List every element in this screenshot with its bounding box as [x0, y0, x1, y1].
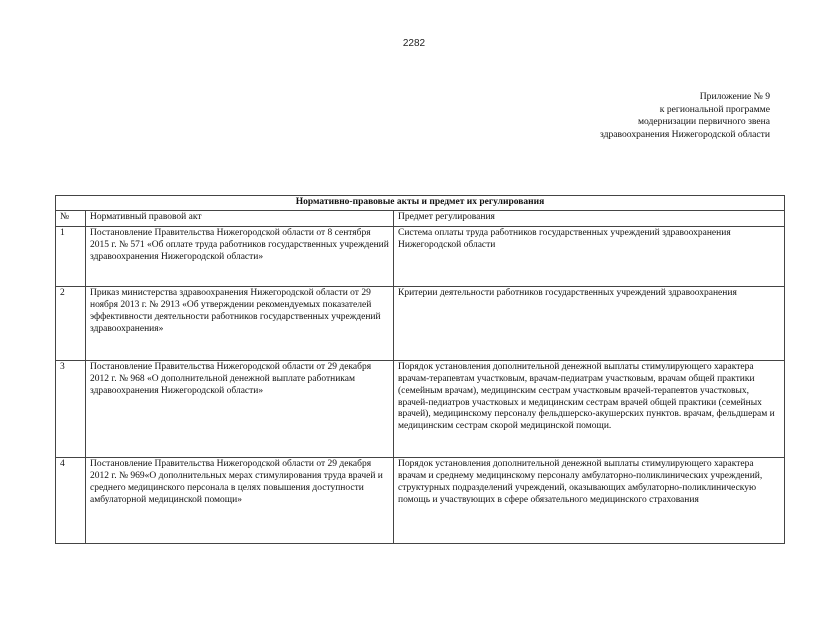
appendix-line: модернизации первичного звена	[637, 116, 770, 128]
row-act: Постановление Правительства Нижегородской области от 29 декабря 2012 г. № 968 «О дополнительной денежной выплате работникам здравоохранения Нижегородской области»	[86, 360, 394, 457]
row-number: 4	[56, 457, 86, 543]
row-subject: Критерии деятельности работников государственных учреждений здравоохранения	[394, 286, 785, 360]
table-row	[56, 286, 785, 360]
row-subject: Порядок установления дополнительной денежной выплаты стимулирующего характера врачам и среднему медицинскому персоналу амбулаторно-поликлинических учреждений, структурных подразделений учреждений, оказывающих амбулаторно-поликлиническую помощь и участвующих в сфере обязательного медицинского страхования	[394, 457, 785, 543]
table-row	[56, 457, 785, 543]
appendix-line: здравоохранения Нижегородской области	[599, 128, 770, 140]
table-title-row	[56, 196, 785, 211]
regulations-table	[55, 195, 785, 544]
row-act: Постановление Правительства Нижегородской области от 29 декабря 2012 г. № 969«О дополнительных мерах стимулирования труда врачей и среднего медицинского персонала в целях повышения доступности амбулаторной медицинской помощи»	[86, 457, 394, 543]
table-row	[56, 226, 785, 286]
page-number: 2282	[402, 38, 426, 49]
column-header-subject: Предмет регулирования	[394, 210, 785, 226]
appendix-line: к региональной программе	[659, 103, 770, 115]
column-header-act: Нормативный правовой акт	[86, 210, 394, 226]
row-act: Постановление Правительства Нижегородской области от 8 сентября 2015 г. № 571 «Об оплате труда работников государственных учреждений здравоохранения Нижегородской области»	[86, 226, 394, 286]
row-number: 1	[56, 226, 86, 286]
row-subject: Система оплаты труда работников государственных учреждений здравоохранения Нижегородской области	[394, 226, 785, 286]
row-number: 3	[56, 360, 86, 457]
table-title: Нормативно-правовые акты и предмет их регулирования	[56, 196, 785, 211]
table-row	[56, 360, 785, 457]
row-act: Приказ министерства здравоохранения Нижегородской области от 29 ноября 2013 г. № 2913 «Об утверждении рекомендуемых показателей эффективности деятельности работников государственных учреждений здравоохранения»	[86, 286, 394, 360]
appendix-line: Приложение № 9	[699, 91, 770, 102]
table-header-row	[56, 210, 785, 226]
column-header-num: №	[56, 210, 86, 226]
row-number: 2	[56, 286, 86, 360]
appendix-header	[510, 91, 770, 141]
row-subject: Порядок установления дополнительной денежной выплаты стимулирующего характера врачам-терапевтам участковым, врачам-педиатрам участковым, врачам общей практики (семейным врачам), медицинским сестрам участковым врачей-терапевтов участковых, врачей-педиатров участковых и медицинским сестрам врачей общей практики (семейных врачей), медицинскому персоналу фельдшерско-акушерских пунктов. врачам, фельдшерам и медицинским сестрам скорой медицинской помощи.	[394, 360, 785, 457]
